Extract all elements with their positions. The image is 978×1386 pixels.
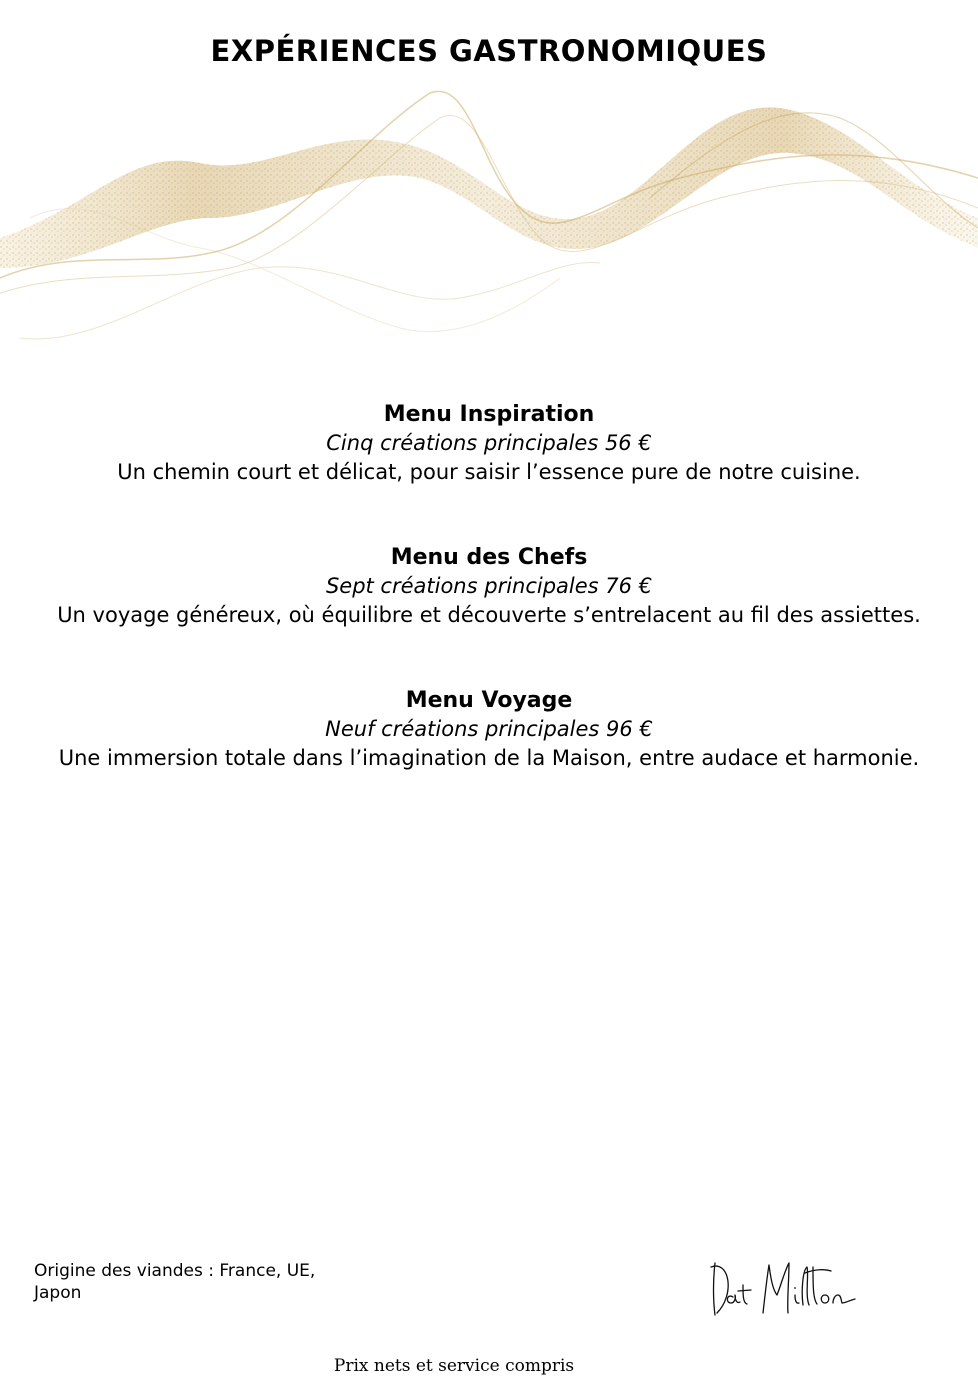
menu-name: Menu Voyage xyxy=(405,688,573,713)
footer-price-note: Prix nets et service compris xyxy=(333,1356,575,1376)
menu-subtitle: Cinq créations principales 56 € xyxy=(326,431,652,455)
page-title: EXPÉRIENCES GASTRONOMIQUES xyxy=(210,34,768,68)
menu-description: Un chemin court et délicat, pour saisir l’essence pure de notre cuisine. xyxy=(117,460,861,484)
menu-name: Menu des Chefs xyxy=(390,545,588,570)
handwritten-signature xyxy=(705,1255,865,1325)
menu-description: Une immersion totale dans l’imagination de la Maison, entre audace et harmonie. xyxy=(58,746,920,770)
menu-description: Un voyage généreux, où équilibre et découverte s’entrelacent au fil des assiettes. xyxy=(57,603,921,627)
gold-wave-decoration xyxy=(0,78,978,378)
menu-subtitle: Sept créations principales 76 € xyxy=(325,574,653,598)
menu-subtitle: Neuf créations principales 96 € xyxy=(325,717,653,741)
menu-voyage xyxy=(0,686,978,773)
menu-inspiration xyxy=(0,400,978,487)
meat-origin-note: Origine des viandes : France, UE, Japon xyxy=(34,1261,316,1303)
menu-name: Menu Inspiration xyxy=(383,402,595,427)
menu-des-chefs xyxy=(0,543,978,630)
